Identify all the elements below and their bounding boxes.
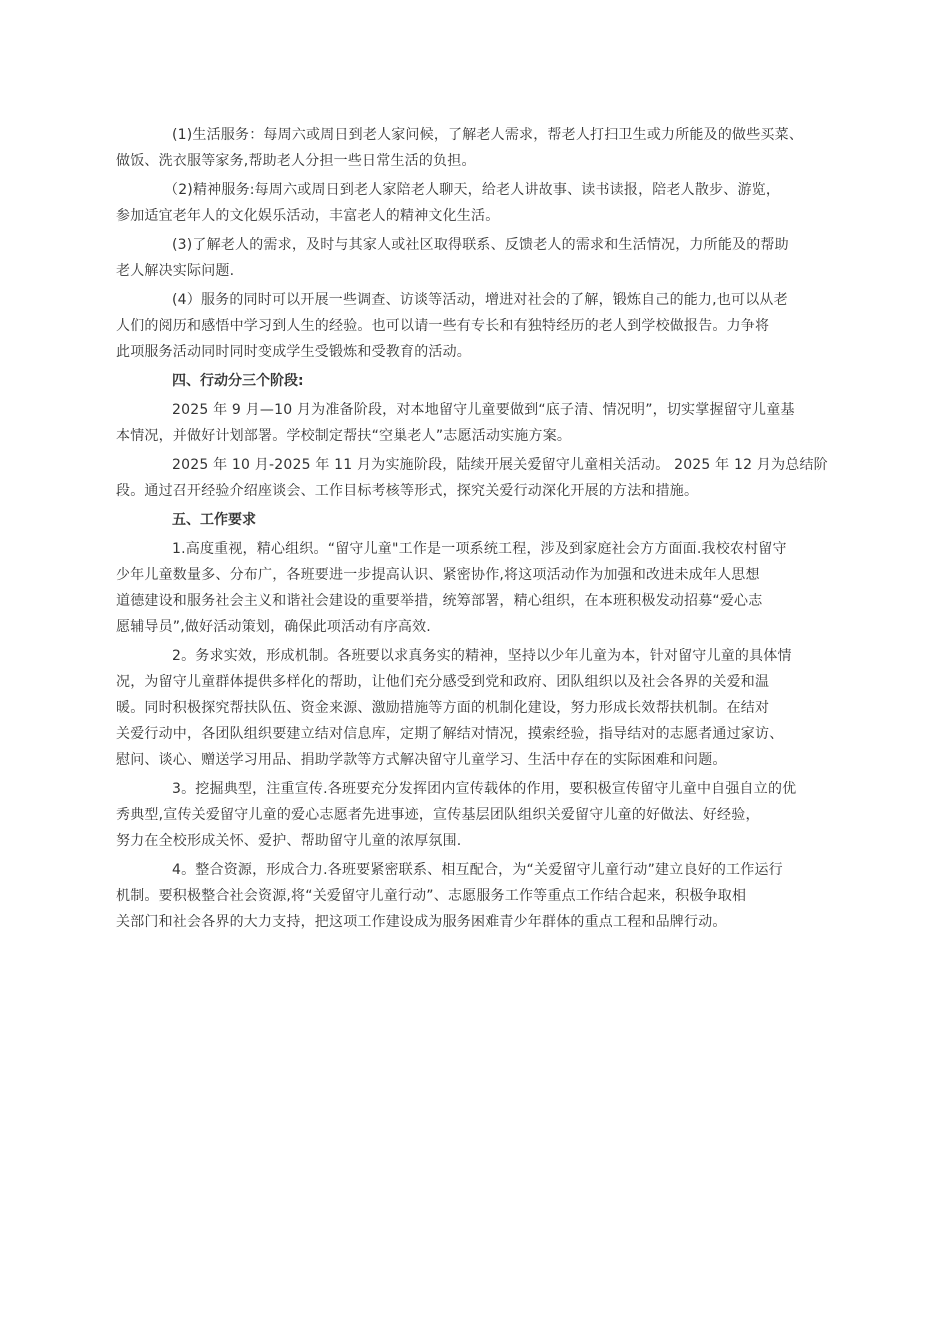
section-heading-five: 五、工作要求 <box>172 512 256 528</box>
stage-paragraph-1 <box>116 397 820 449</box>
text-line: 暖。同时积极探究帮扶队伍、资金来源、激励措施等方面的机制化建设，努力形成长效帮扶机制。在结对 <box>116 700 770 716</box>
stage-paragraph-2 <box>116 452 828 504</box>
text-line: 秀典型,宣传关爱留守儿童的爱心志愿者先进事迹，宣传基层团队组织关爱留守儿童的好做法、好经验， <box>116 807 760 823</box>
text-line: 此项服务活动同时同时变成学生受锻炼和受教育的活动。 <box>116 344 471 360</box>
text-line: (4）服务的同时可以开展一些调查、访谈等活动，增进对社会的了解，锻炼自己的能力,也可以从老 <box>172 292 788 308</box>
requirement-4 <box>116 857 820 935</box>
text-line: 人们的阅历和感悟中学习到人生的经验。也可以请一些有专长和有独特经历的老人到学校做报告。力争将 <box>116 318 770 334</box>
text-line: 机制。要积极整合社会资源,将“关爱留守儿童行动”、志愿服务工作等重点工作结合起来，积极争取相 <box>116 888 747 904</box>
document-body <box>116 122 828 938</box>
text-line: (1)生活服务：每周六或周日到老人家问候，了解老人需求，帮老人打扫卫生或力所能及的做些买菜、 <box>172 127 804 143</box>
service-item-1 <box>116 122 820 174</box>
text-line: 况，为留守儿童群体提供多样化的帮助，让他们充分感受到党和政府、团队组织以及社会各界的关爱和温 <box>116 674 770 690</box>
text-line: 参加适宜老年人的文化娱乐活动，丰富老人的精神文化生活。 <box>116 208 500 224</box>
text-line: 4。整合资源，形成合力.各班要紧密联系、相互配合，为“关爱留守儿童行动”建立良好的工作运行 <box>172 862 783 878</box>
text-line: 关部门和社会各界的大力支持，把这项工作建设成为服务困难青少年群体的重点工程和品牌行动。 <box>116 914 727 930</box>
requirement-2 <box>116 643 820 773</box>
text-line: 2。务求实效，形成机制。各班要以求真务实的精神，坚持以少年儿童为本，针对留守儿童的具体情 <box>172 648 792 664</box>
text-line: （2)精神服务:每周六或周日到老人家陪老人聊天，给老人讲故事、读书读报，陪老人散步、游览， <box>164 182 781 198</box>
text-line: 做饭、洗衣服等家务,帮助老人分担一些日常生活的负担。 <box>116 153 476 169</box>
requirement-3 <box>116 776 820 854</box>
section-heading-four: 四、行动分三个阶段: <box>172 373 304 389</box>
service-item-3 <box>116 232 820 284</box>
text-line: 老人解决实际问题. <box>116 263 235 279</box>
text-line: 道德建设和服务社会主义和谐社会建设的重要举措，统筹部署，精心组织，在本班积极发动招募“爱心志 <box>116 593 763 609</box>
text-line: 关爱行动中，各团队组织要建立结对信息库，定期了解结对情况，摸索经验，指导结对的志愿者通过家访、 <box>116 726 784 742</box>
text-line: 2025 年 10 月-2025 年 11 月为实施阶段，陆续开展关爱留守儿童相关活动。 2025 年 12 月为总结阶 <box>172 457 828 473</box>
service-item-2 <box>116 177 820 229</box>
text-line: 愿辅导员”,做好活动策划，确保此项活动有序高效. <box>116 619 431 635</box>
text-line: 3。挖掘典型，注重宣传.各班要充分发挥团内宣传载体的作用，要积极宣传留守儿童中自强自立的优 <box>172 781 797 797</box>
requirement-1 <box>116 536 820 640</box>
text-line: 努力在全校形成关怀、爱护、帮助留守儿童的浓厚氛围. <box>116 833 462 849</box>
text-line: 慰问、谈心、赠送学习用品、捐助学款等方式解决留守儿童学习、生活中存在的实际困难和问题。 <box>116 752 727 768</box>
text-line: 本情况，并做好计划部署。学校制定帮扶“空巢老人”志愿活动实施方案。 <box>116 428 572 444</box>
text-line: 1.高度重视，精心组织。“留守儿童"工作是一项系统工程，涉及到家庭社会方方面面.我校农村留守 <box>172 541 787 557</box>
text-line: (3)了解老人的需求，及时与其家人或社区取得联系、反馈老人的需求和生活情况，力所能及的帮助 <box>172 237 789 253</box>
text-line: 段。通过召开经验介绍座谈会、工作目标考核等形式，探究关爱行动深化开展的方法和措施。 <box>116 483 699 499</box>
text-line: 少年儿童数量多、分布广，各班要进一步提高认识、紧密协作,将这项活动作为加强和改进未成年人思想 <box>116 567 760 583</box>
service-item-4 <box>116 287 820 365</box>
text-line: 2025 年 9 月—10 月为准备阶段，对本地留守儿童要做到“底子清、情况明”，切实掌握留守儿童基 <box>172 402 795 418</box>
